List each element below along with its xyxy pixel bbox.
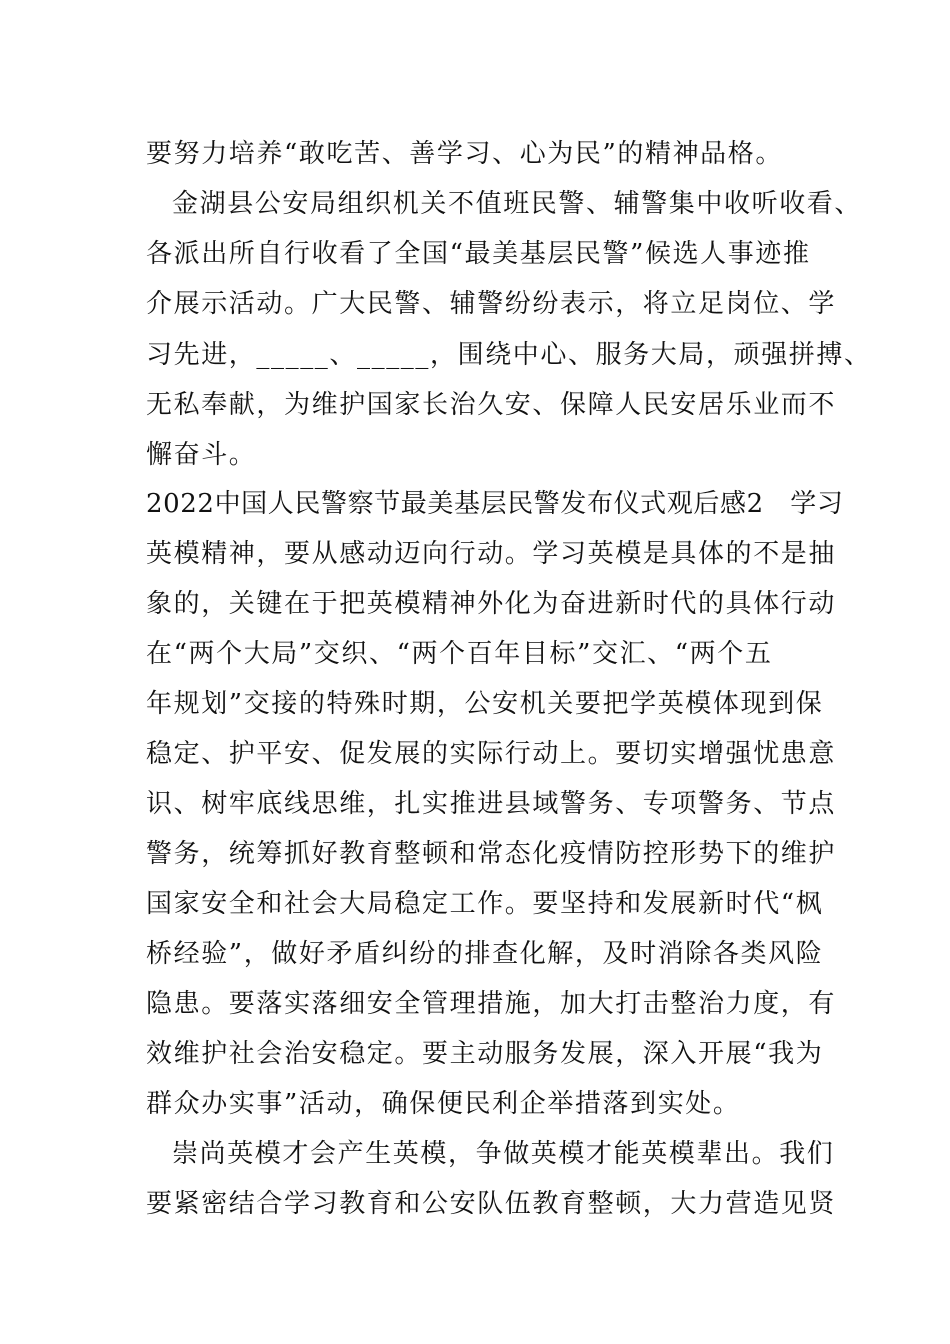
text-line: 习先进，_____、_____，围绕中心、服务大局，顽强拼搏、 [146,340,872,370]
text-line: 年规划”交接的特殊时期，公安机关要把学英模体现到保 [146,689,824,719]
paragraph-first-line: 崇尚英模才会产生英模，争做英模才能英模辈出。我们 [172,1139,835,1169]
text-line: 国家安全和社会大局稳定工作。要坚持和发展新时代“枫 [146,889,824,919]
text-line: 英模精神，要从感动迈向行动。学习英模是具体的不是抽 [146,539,837,569]
text-line: 象的，关键在于把英模精神外化为奋进新时代的具体行动 [146,589,837,619]
text-line: 介展示活动。广大民警、辅警纷纷表示，将立足岗位、学 [146,289,837,319]
text-line: 稳定、护平安、促发展的实际行动上。要切实增强忧患意 [146,739,837,769]
text-line: 隐患。要落实落细安全管理措施，加大打击整治力度，有 [146,989,837,1019]
text-line: 识、树牢底线思维，扎实推进县域警务、专项警务、节点 [146,789,837,819]
text-line: 效维护社会治安稳定。要主动服务发展，深入开展“我为 [146,1039,824,1069]
text-line: 警务，统筹抓好教育整顿和常态化疫情防控形势下的维护 [146,839,837,869]
text-line: 懈奋斗。 [146,440,257,470]
paragraph-first-line: 金湖县公安局组织机关不值班民警、辅警集中收听收看、 [172,189,863,219]
text-line: 在“两个大局”交织、“两个百年目标”交汇、“两个五 [146,639,773,669]
text-line: 桥经验”，做好矛盾纠纷的排查化解，及时消除各类风险 [146,939,824,969]
section-heading-line: 2022中国人民警察节最美基层民警发布仪式观后感2 学习 [146,489,844,519]
text-line: 各派出所自行收看了全国“最美基层民警”候选人事迹推 [146,239,811,269]
text-line: 要努力培养“敢吃苦、善学习、心为民”的精神品格。 [146,139,783,169]
text-line: 要紧密结合学习教育和公安队伍教育整顿，大力营造见贤 [146,1189,837,1219]
text-line: 群众办实事”活动，确保便民利企举措落到实处。 [146,1089,741,1119]
text-line: 无私奉献，为维护国家长治久安、保障人民安居乐业而不 [146,390,837,420]
